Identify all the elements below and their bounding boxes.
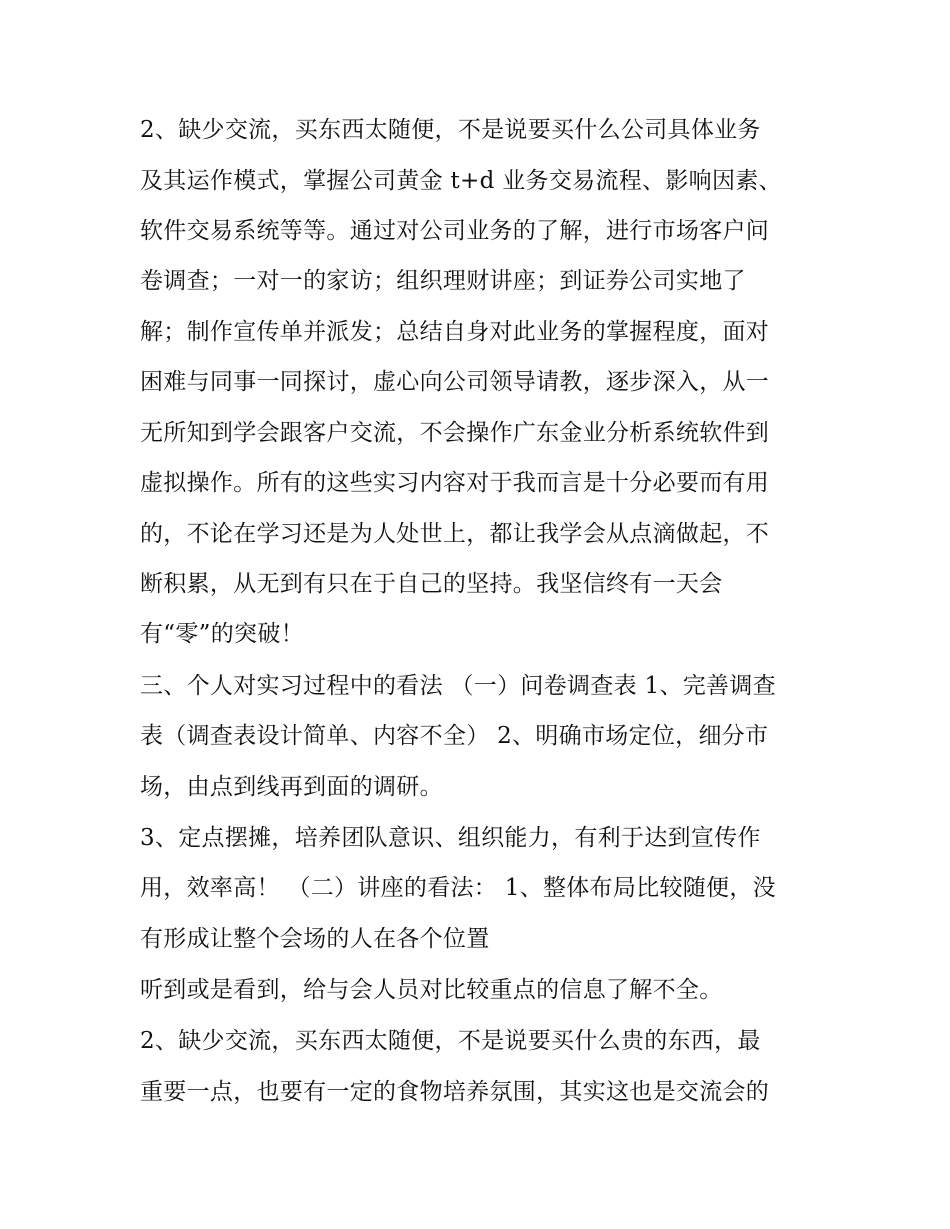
text-line: 3、定点摆摊，培养团队意识、组织能力，有利于达到宣传作 [140, 825, 761, 851]
text-line: 用，效率高！ （二）讲座的看法： 1、整体布局比较随便，没 [140, 875, 776, 901]
text-line: 卷调查；一对一的家访；组织理财讲座；到证券公司实地了 [140, 268, 746, 294]
text-line: 解；制作宣传单并派发；总结自身对此业务的掌握程度，面对 [140, 319, 770, 345]
text-line: 场，由点到线再到面的调研。 [140, 774, 443, 800]
text-line: 重要一点，也要有一定的食物培养氛围，其实这也是交流会的 [140, 1079, 770, 1105]
text-line: 断积累，从无到有只在于自己的坚持。我坚信终有一天会 [140, 571, 723, 597]
text-line: 2、缺少交流，买东西太随便，不是说要买什么公司具体业务 [140, 117, 761, 143]
text-line: 听到或是看到，给与会人员对比较重点的信息了解不全。 [140, 977, 723, 1003]
text-line: 困难与同事一同探讨，虚心向公司领导请教，逐步深入，从一 [140, 369, 770, 395]
text-line: 有形成让整个会场的人在各个位置 [140, 926, 490, 952]
text-line: 表（调查表设计简单、内容不全） 2、明确市场定位，细分市 [140, 723, 769, 749]
text-line: 虚拟操作。所有的这些实习内容对于我而言是十分必要而有用 [140, 470, 770, 496]
text-line: 的，不论在学习还是为人处世上，都让我学会从点滴做起，不 [140, 521, 770, 547]
text-line: 及其运作模式，掌握公司黄金 t+d 业务交易流程、影响因素、 [140, 168, 782, 194]
text-line: 无所知到学会跟客户交流，不会操作广东金业分析系统软件到 [140, 420, 770, 446]
text-line: 2、缺少交流，买东西太随便，不是说要买什么贵的东西，最 [140, 1028, 761, 1054]
text-line: 软件交易系统等等。通过对公司业务的了解，进行市场客户问 [140, 218, 770, 244]
text-line: 有“零”的突破！ [140, 621, 304, 647]
text-line: 三、个人对实习过程中的看法 （一）问卷调查表 1、完善调查 [140, 673, 776, 699]
